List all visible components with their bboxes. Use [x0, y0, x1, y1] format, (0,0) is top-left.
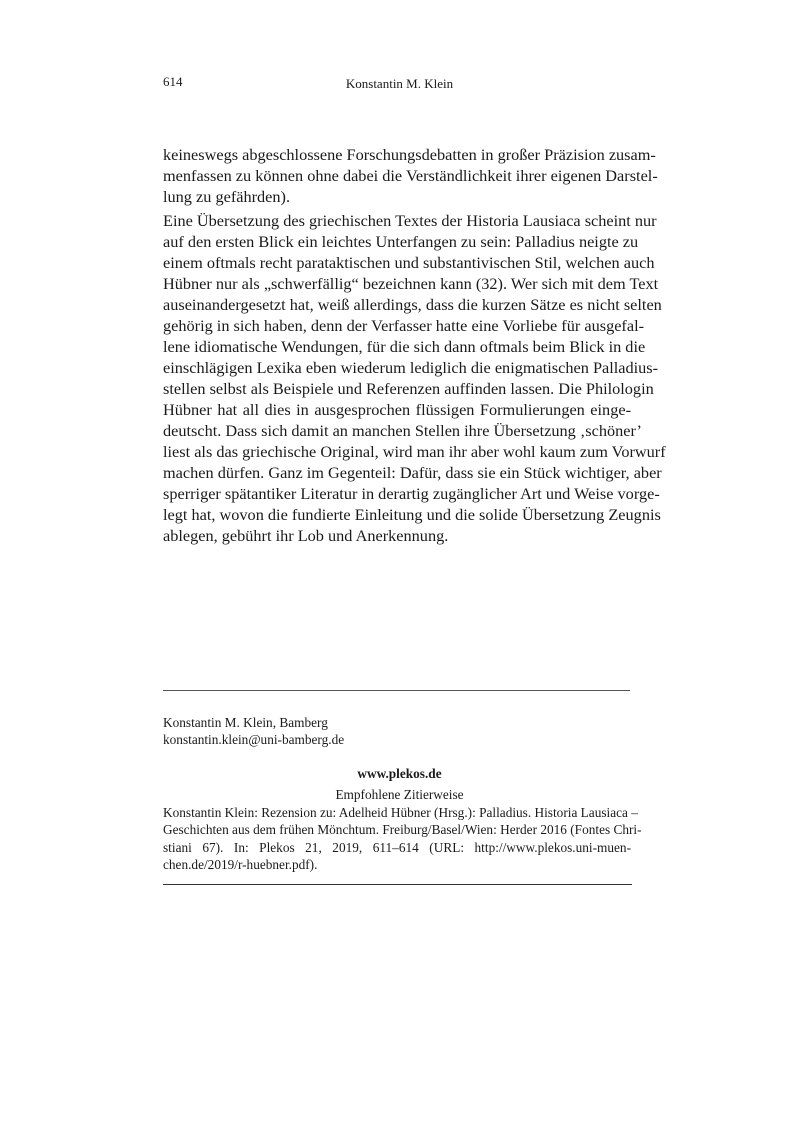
- text-line: menfassen zu können ohne dabei die Verständlichkeit ihrer eigenen Darstel-: [163, 166, 658, 185]
- running-head: Konstantin M. Klein: [345, 76, 454, 91]
- text-line: keineswegs abgeschlossene Forschungsdebatten in großer Präzision zusam-: [163, 145, 656, 164]
- divider: [163, 690, 630, 691]
- text-line: sperriger spätantiker Literatur in derartig zugänglicher Art und Weise vorge-: [163, 484, 660, 503]
- text-line: einem oftmals recht parataktischen und substantivischen Stil, welchen auch: [163, 253, 655, 272]
- text-line: auf den ersten Blick ein leichtes Unterfangen zu sein: Palladius neigte zu: [163, 232, 639, 251]
- text-line: legt hat, wovon die fundierte Einleitung und die solide Übersetzung Zeugnis: [163, 505, 661, 524]
- text-line: stellen selbst als Beispiele und Referenzen auffinden lassen. Die Philologin: [163, 379, 654, 398]
- body-text: [163, 144, 666, 549]
- paragraph: [163, 144, 658, 207]
- text-line: liest als das griechische Original, wird man ihr aber wohl kaum zum Vorwurf: [163, 442, 666, 461]
- citation-line: stiani 67). In: Plekos 21, 2019, 611–614 (URL: http://www.plekos.uni-muen-: [163, 839, 631, 855]
- text-line: lung zu gefährden).: [163, 187, 291, 206]
- text-line: deutscht. Dass sich damit an manchen Stellen ihre Übersetzung ‚schöner’: [163, 421, 642, 440]
- text-line: lene idiomatische Wendungen, für die sich dann oftmals beim Blick in die: [163, 337, 646, 356]
- text-line: auseinandergesetzt hat, weiß allerdings, dass die kurzen Sätze es nicht selten: [163, 295, 662, 314]
- text-line: ablegen, gebührt ihr Lob und Anerkennung.: [163, 526, 449, 545]
- text-line: machen dürfen. Ganz im Gegenteil: Dafür, dass sie ein Stück wichtiger, aber: [163, 463, 662, 482]
- text-line: einschlägigen Lexika eben wiederum lediglich die enigmatischen Palladius-: [163, 358, 659, 377]
- citation-heading: Empfohlene Zitierweise: [335, 787, 464, 802]
- page-number: 614: [163, 74, 183, 89]
- author-email[interactable]: konstantin.klein@uni-bamberg.de: [163, 732, 345, 747]
- citation: [163, 804, 642, 873]
- divider: [163, 884, 632, 885]
- author-name: Konstantin M. Klein, Bamberg: [163, 715, 328, 730]
- author-address: [163, 714, 344, 748]
- text-line: Hübner nur als „schwerfällig“ bezeichnen kann (32). Wer sich mit dem Text: [163, 274, 659, 293]
- text-line: gehörig in sich haben, denn der Verfasser hatte eine Vorliebe für ausgefal-: [163, 316, 645, 335]
- text-line: Eine Übersetzung des griechischen Textes der Historia Lausiaca scheint nur: [163, 211, 657, 230]
- citation-line: Geschichten aus dem frühen Mönchtum. Freiburg/Basel/Wien: Herder 2016 (Fontes Chri-: [163, 822, 642, 838]
- citation-line: Konstantin Klein: Rezension zu: Adelheid Hübner (Hrsg.): Palladius. Historia Lausiaca –: [163, 805, 638, 820]
- website-link[interactable]: www.plekos.de: [357, 766, 442, 781]
- paragraph: [163, 210, 666, 546]
- citation-line: chen.de/2019/r-huebner.pdf).: [163, 856, 318, 872]
- text-line: Hübner hat all dies in ausgesprochen flüssigen Formulierungen einge-: [163, 400, 631, 419]
